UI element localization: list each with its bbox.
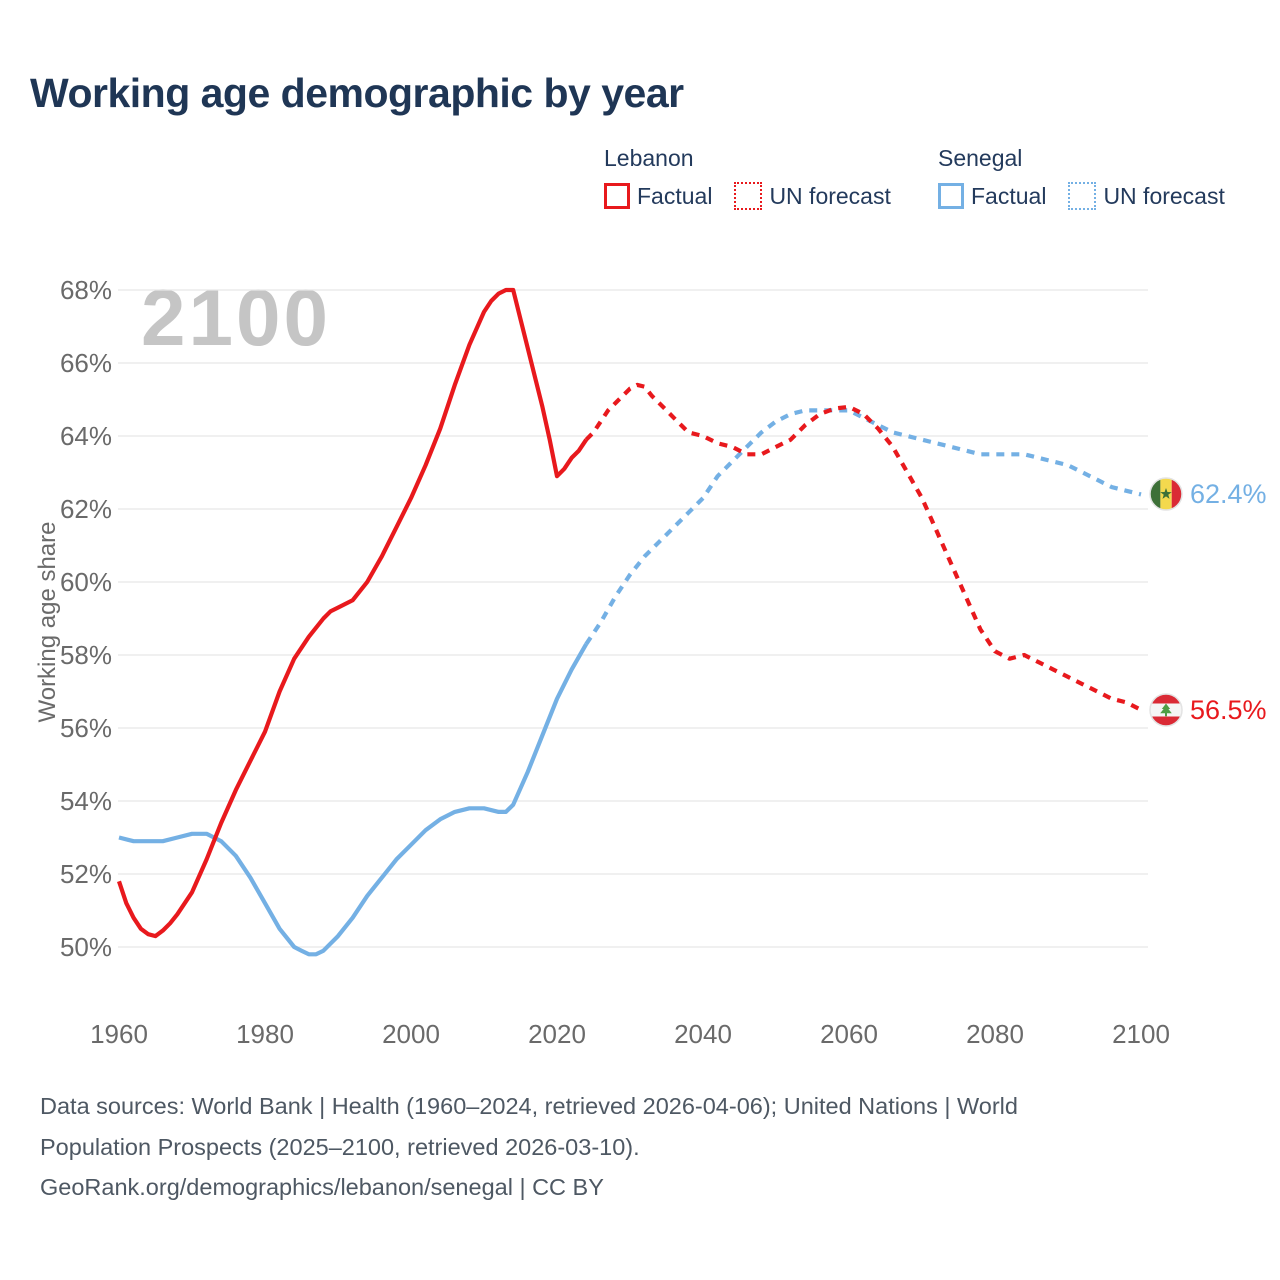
senegal-end-value: 62.4% [1190, 478, 1267, 509]
x-tick-label: 2060 [820, 1019, 878, 1049]
y-tick-label: 54% [59, 786, 112, 816]
lebanon-flag-icon [1149, 693, 1183, 727]
lebanon-forecast-line[interactable] [586, 385, 1141, 710]
y-tick-label: 62% [59, 494, 112, 524]
footer [40, 1086, 1018, 1208]
footer-sources-line-1: Data sources: World Bank | Health (1960–2024, retrieved 2026-04-06); United Nations | World [40, 1093, 1018, 1119]
lebanon-end-value: 56.5% [1190, 694, 1267, 725]
x-tick-label: 1960 [90, 1019, 148, 1049]
senegal-flag-icon [1149, 477, 1183, 511]
lebanon-forecast-label[interactable]: UN forecast [769, 182, 891, 209]
y-tick-label: 66% [59, 348, 112, 378]
y-tick-label: 58% [59, 640, 112, 670]
footer-attribution: GeoRank.org/demographics/lebanon/senegal | CC BY [40, 1174, 604, 1200]
legend-country-senegal: Senegal [938, 145, 1023, 171]
y-tick-label: 64% [59, 421, 112, 451]
senegal-factual-line[interactable] [119, 644, 586, 954]
y-tick-label: 60% [59, 567, 112, 597]
lebanon-factual-label[interactable]: Factual [637, 182, 713, 209]
x-tick-label: 2100 [1112, 1019, 1170, 1049]
y-tick-label: 56% [59, 713, 112, 743]
x-tick-label: 2000 [382, 1019, 440, 1049]
lebanon-factual-line[interactable] [119, 290, 586, 936]
y-tick-label: 52% [59, 859, 112, 889]
end-label-lebanon [1149, 693, 1267, 727]
x-tick-label: 2020 [528, 1019, 586, 1049]
x-tick-label: 2080 [966, 1019, 1024, 1049]
senegal-factual-label[interactable]: Factual [971, 182, 1047, 209]
y-tick-label: 68% [59, 275, 112, 305]
page-title: Working age demographic by year [30, 70, 684, 116]
x-tick-label: 1980 [236, 1019, 294, 1049]
y-axis-title: Working age share [34, 521, 61, 723]
footer-sources-line-2: Population Prospects (2025–2100, retrieved 2026-03-10). [40, 1133, 640, 1160]
senegal-forecast-label[interactable]: UN forecast [1103, 182, 1225, 209]
end-label-senegal [1149, 477, 1267, 511]
year-watermark: 2100 [141, 273, 331, 362]
x-tick-label: 2040 [674, 1019, 732, 1049]
legend-country-lebanon: Lebanon [604, 145, 694, 171]
senegal-forecast-line[interactable] [586, 410, 1141, 644]
y-tick-label: 50% [59, 932, 112, 962]
